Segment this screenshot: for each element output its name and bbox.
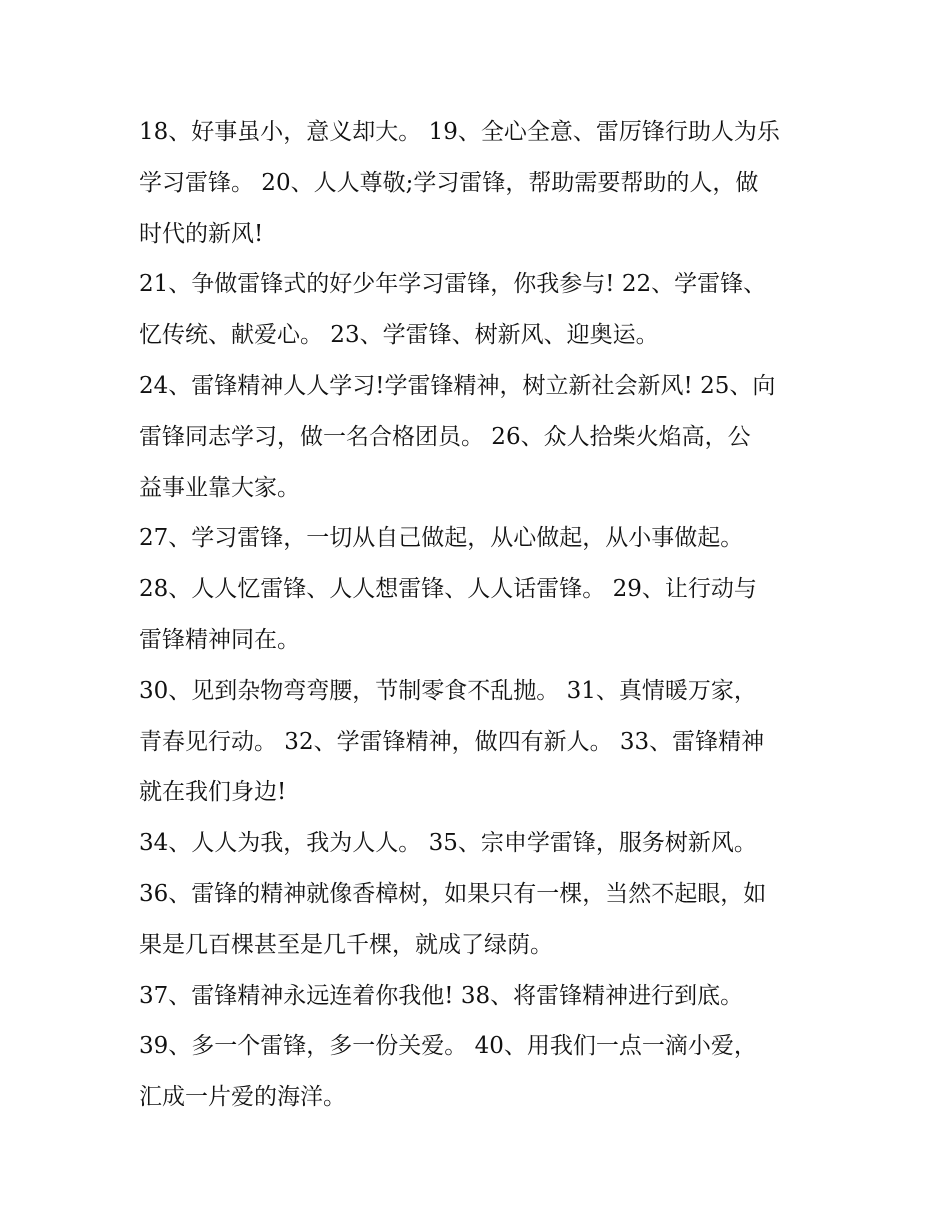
paragraph-slogans-37-38: [139, 971, 819, 1022]
paragraph-slogans-24-26: [139, 361, 819, 513]
text-line: 30、见到杂物弯弯腰，节制零食不乱抛。 31、真情暖万家，: [139, 677, 757, 704]
text-line: 24、雷锋精神人人学习!学雷锋精神，树立新社会新风! 25、向: [139, 372, 776, 399]
text-line: 青春见行动。 32、学雷锋精神，做四有新人。 33、雷锋精神: [139, 728, 765, 755]
text-line: 36、雷锋的精神就像香樟树，如果只有一棵，当然不起眼，如: [139, 880, 767, 907]
text-line: 18、好事虽小，意义却大。 19、全心全意、雷厉锋行助人为乐: [139, 119, 780, 145]
paragraph-slogans-34-35: [139, 818, 819, 869]
paragraph-slogan-36: [139, 869, 819, 971]
text-line: 果是几百棵甚至是几千棵，就成了绿荫。: [139, 931, 553, 958]
text-line: 忆传统、献爱心。 23、学雷锋、树新风、迎奥运。: [139, 322, 659, 349]
paragraph-slogans-30-33: [139, 666, 819, 818]
text-line: 37、雷锋精神永远连着你我他! 38、将雷锋精神进行到底。: [139, 982, 744, 1009]
text-line: 学习雷锋。 20、人人尊敬;学习雷锋，帮助需要帮助的人，做: [139, 169, 759, 196]
text-line: 28、人人忆雷锋、人人想雷锋、人人话雷锋。 29、让行动与: [139, 576, 757, 603]
paragraph-slogans-18-20: [139, 107, 819, 259]
text-line: 益事业靠大家。: [139, 474, 300, 501]
text-line: 就在我们身边!: [139, 779, 287, 806]
text-line: 汇成一片爱的海洋。: [139, 1084, 346, 1111]
paragraph-slogans-21-23: [139, 259, 819, 361]
paragraph-slogans-39-40: [139, 1021, 819, 1123]
text-line: 时代的新风!: [139, 220, 264, 247]
text-line: 雷锋同志学习，做一名合格团员。 26、众人拾柴火焰高，公: [139, 423, 751, 450]
text-line: 21、争做雷锋式的好少年学习雷锋，你我参与! 22、学雷锋、: [139, 271, 767, 298]
text-line: 39、多一个雷锋，多一份关爱。 40、用我们一点一滴小爱，: [139, 1033, 757, 1060]
paragraph-slogan-27: [139, 513, 819, 564]
text-line: 34、人人为我，我为人人。 35、宗申学雷锋，服务树新风。: [139, 830, 757, 857]
document-body: [139, 107, 819, 1123]
text-line: 雷锋精神同在。: [139, 626, 300, 653]
text-line: 27、学习雷锋，一切从自己做起，从心做起，从小事做起。: [139, 525, 744, 552]
paragraph-slogans-28-29: [139, 564, 819, 666]
